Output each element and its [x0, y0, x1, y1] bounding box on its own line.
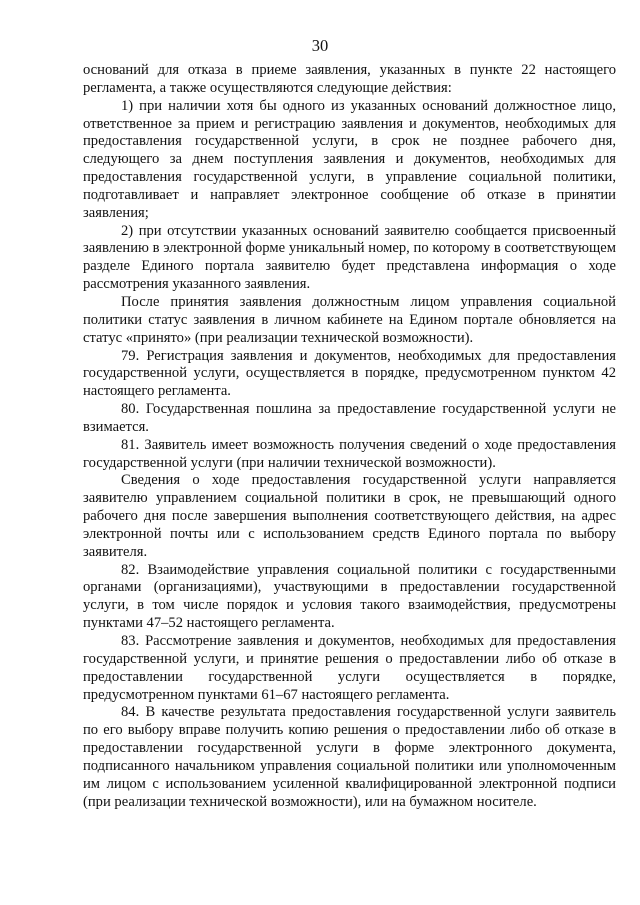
paragraph-84: 84. В качестве результата предоставления государственной услуги заявитель по его выбору вправе получить копию решения о предоставлении либо об отказе в предоставлении государственной услуги в форме электронного документа, подписанного начальником управления социальной политики или уполномоченным им лицом с использованием усиленной квалифицированной электронной подписи (при реализации технической возможности), или на бумажном носителе. [83, 704, 616, 810]
paragraph-79: 79. Регистрация заявления и документов, необходимых для предоставления государственной услуги, осуществляется в порядке, предусмотренном пунктом 42 настоящего регламента. [83, 347, 616, 400]
paragraph-80: 80. Государственная пошлина за предоставление государственной услуги не взимается. [83, 401, 616, 435]
paragraph-item-2: 2) при отсутствии указанных оснований заявителю сообщается присвоенный заявлению в электронной форме уникальный номер, по которому в соответствующем разделе Единого портала заявителю будет представлена информация о ходе рассмотрения указанного заявления. [83, 222, 616, 293]
paragraph-item-1: 1) при наличии хотя бы одного из указанных оснований должностное лицо, ответственное за прием и регистрацию заявления и документов, необходимых для предоставления государственной услуги, в срок не позднее рабочего дня, следующего за днем поступления заявления и документов, необходимых для предоставления государственной услуги, в управление социальной политики, подготавливает и направляет электронное сообщение об отказе в принятии заявления; [83, 97, 616, 221]
paragraph-81: 81. Заявитель имеет возможность получения сведений о ходе предоставления государственной услуги (при наличии технической возможности). [83, 436, 616, 471]
paragraph-continuation: оснований для отказа в приеме заявления, указанных в пункте 22 настоящего регламента, а также осуществляются следующие действия: [83, 62, 616, 96]
page-number: 30 [311, 36, 329, 55]
paragraph-81-details: Сведения о ходе предоставления государственной услуги направляется заявителю управлением социальной политики в срок, не превышающий одного рабочего дня после завершения выполнения соответствующего действия, на адрес электронной почты или с использованием средств Единого портала по выбору заявителя. [83, 472, 616, 560]
paragraph-status-update: После принятия заявления должностным лицом управления социальной политики статус заявления в личном кабинете на Едином портале обновляется на статус «принято» (при реализации технической возможности). [83, 293, 616, 346]
document-body [83, 62, 616, 811]
paragraph-83: 83. Рассмотрение заявления и документов, необходимых для предоставления государственной услуги, и принятие решения о предоставлении либо об отказе в предоставлении государственной услуги осуществляется в порядке, предусмотренном пунктами 61–67 настоящего регламента. [83, 633, 616, 703]
paragraph-82: 82. Взаимодействие управления социальной политики с государственными органами (организациями), участвующими в предоставлении государственной услуги, в том числе порядок и условия такого взаимодействия, предусмотрены пунктами 47–52 настоящего регламента. [83, 561, 616, 632]
